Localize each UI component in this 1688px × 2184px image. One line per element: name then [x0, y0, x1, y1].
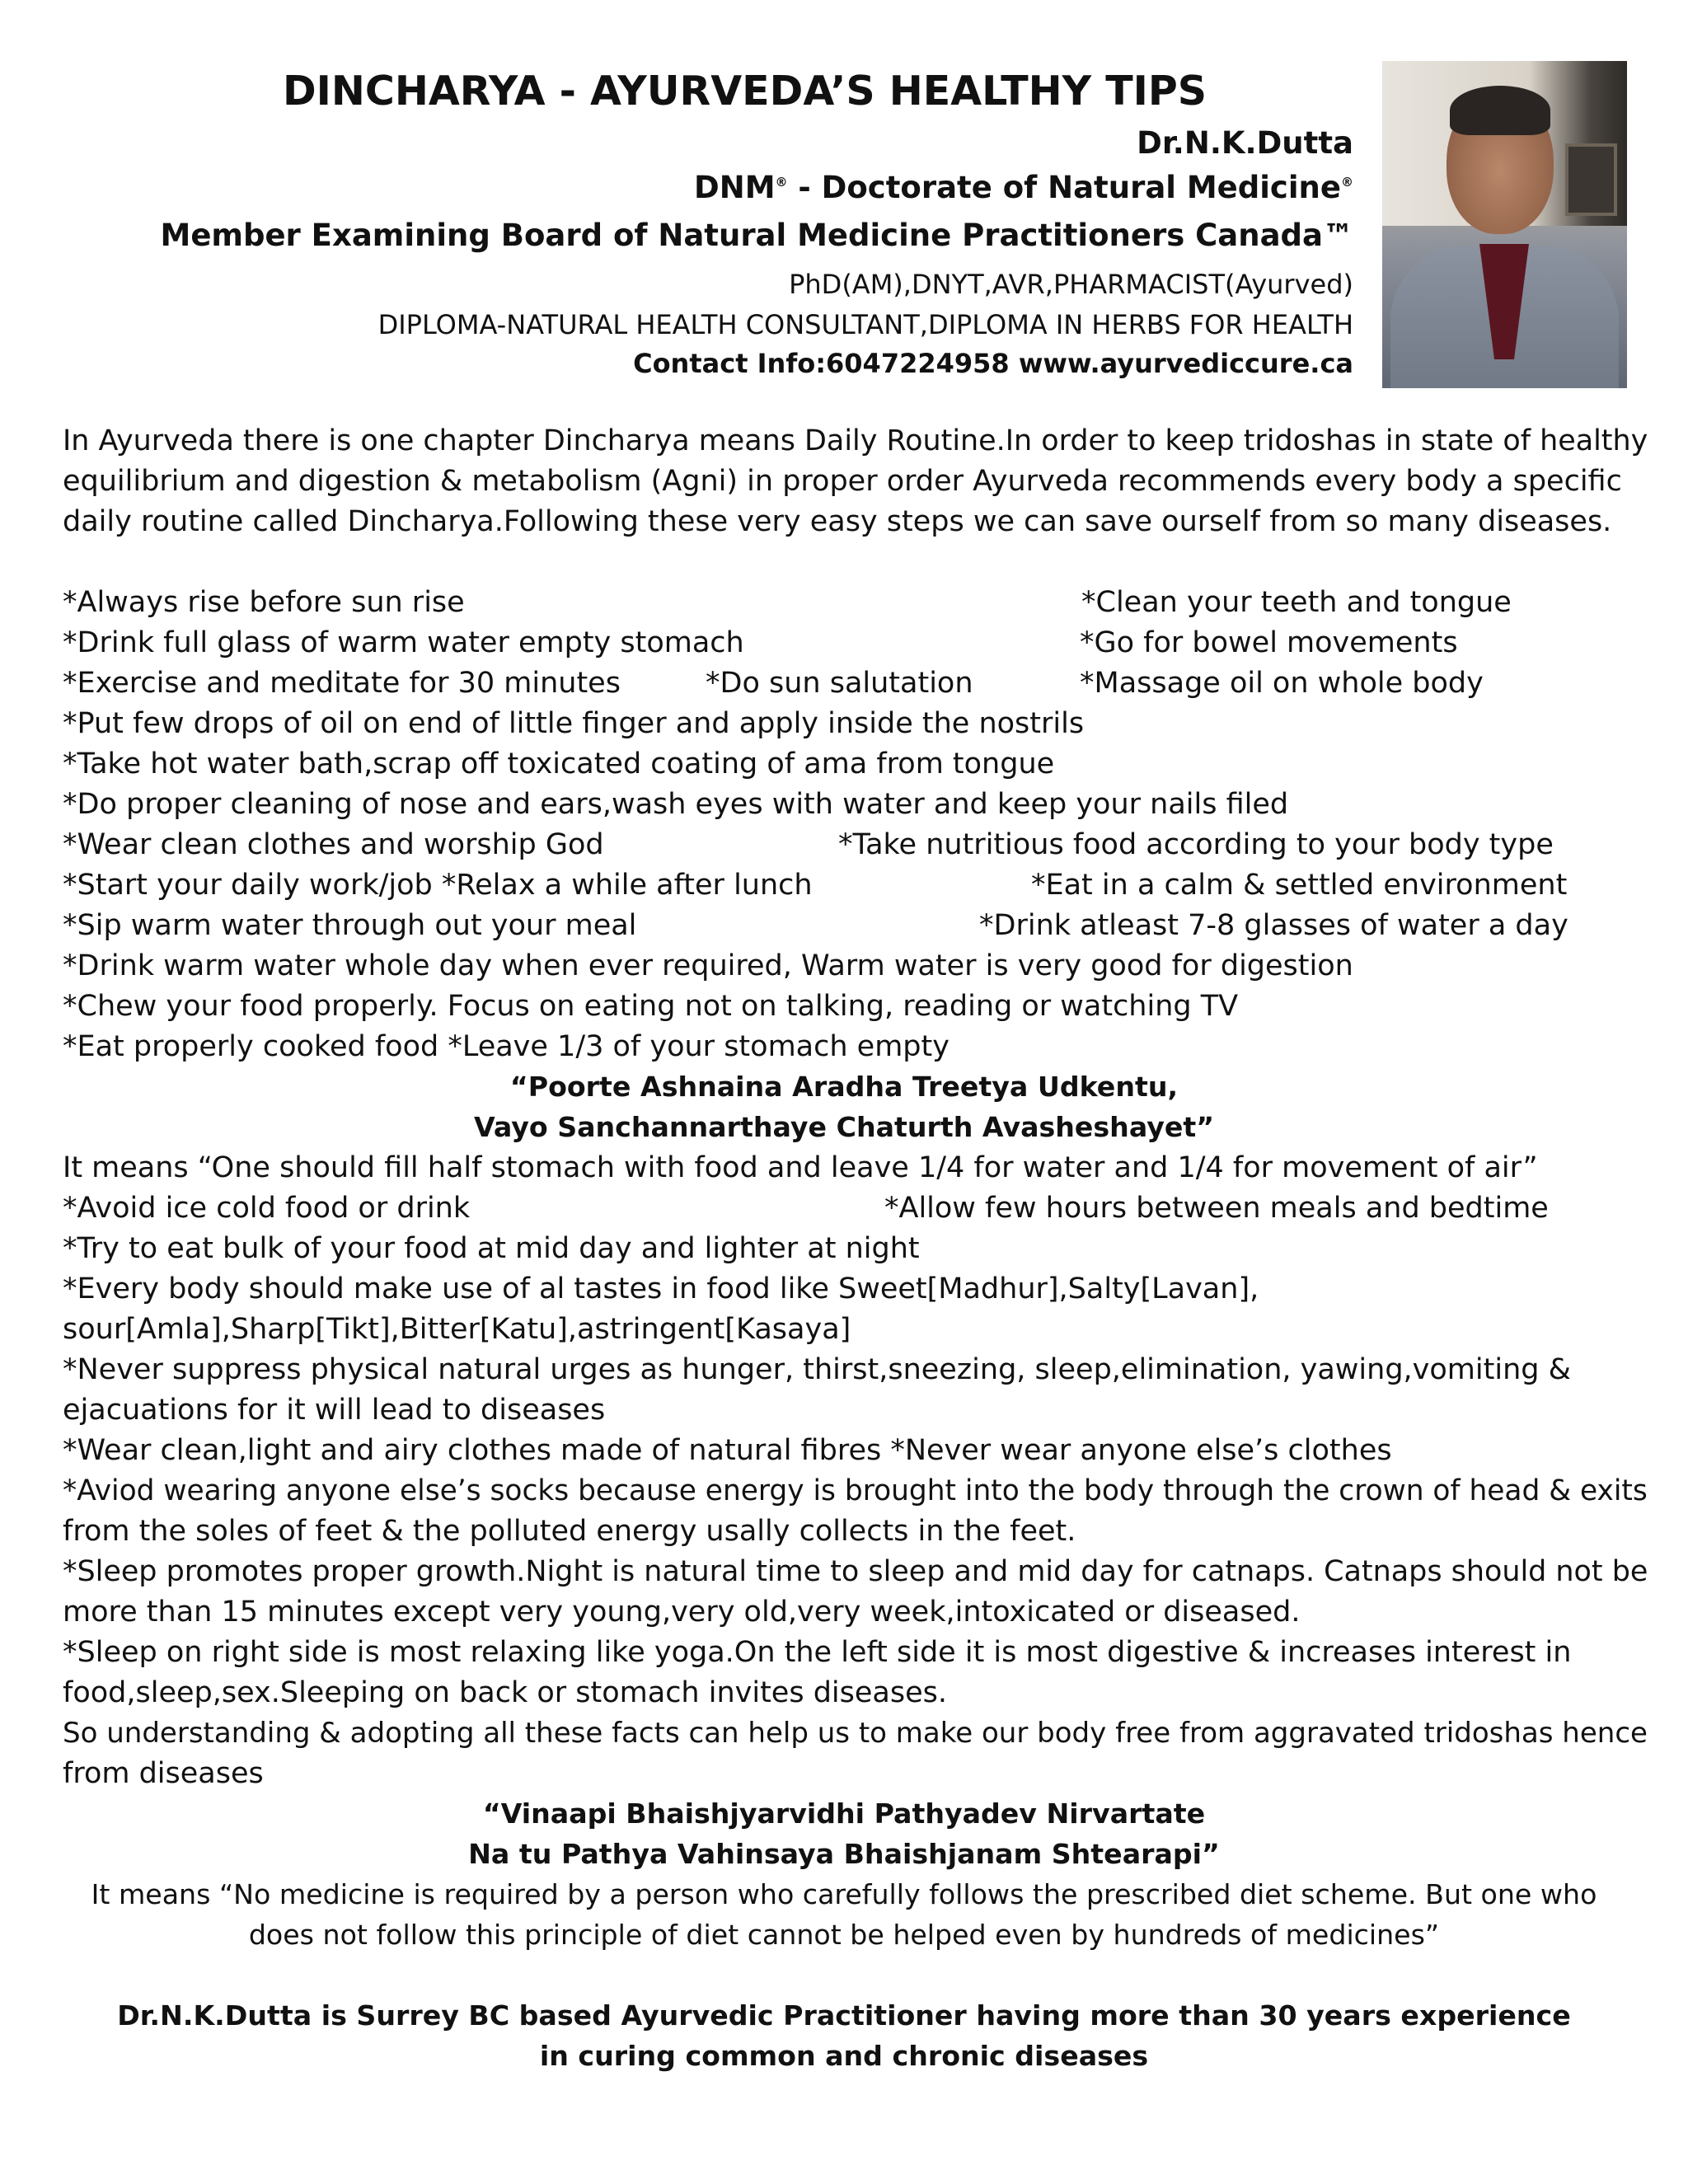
- tip-item: ejacuations for it will lead to diseases: [63, 1394, 606, 1427]
- summary-line: from diseases: [63, 1757, 264, 1790]
- intro-line: In Ayurveda there is one chapter Dincharya means Daily Routine.In order to keep tridoshas in state of healthy: [63, 424, 1648, 457]
- quote-meaning: does not follow this principle of diet cannot be helped even by hundreds of medicines”: [248, 1919, 1440, 1951]
- tip-item: *Every body should make use of al tastes in food like Sweet[Madhur],Salty[Lavan],: [63, 1272, 1259, 1305]
- tip-item: *Put few drops of oil on end of little finger and apply inside the nostrils: [63, 707, 1085, 740]
- tip-item: *Always rise before sun rise: [63, 586, 465, 619]
- tip-item: *Sip warm water through out your meal: [63, 909, 637, 942]
- tip-item: *Go for bowel movements: [1080, 626, 1458, 659]
- tip-item: *Wear clean,light and airy clothes made of natural fibres *Never wear anyone else’s clothes: [63, 1434, 1392, 1467]
- tip-item: *Try to eat bulk of your food at mid day and lighter at night: [63, 1232, 920, 1265]
- tip-item: *Chew your food properly. Focus on eating not on talking, reading or watching TV: [63, 990, 1239, 1023]
- sanskrit-quote-line: Vayo Sanchannarthaye Chaturth Avasheshayet”: [473, 1111, 1215, 1143]
- sanskrit-quote-line: “Vinaapi Bhaishjyarvidhi Pathyadev Nirvartate: [482, 1797, 1206, 1830]
- tip-item: *Sleep promotes proper growth.Night is natural time to sleep and mid day for catnaps. Catnaps should not be: [63, 1555, 1648, 1588]
- tip-item: *Wear clean clothes and worship God: [63, 828, 604, 861]
- page-title: DINCHARYA - AYURVEDA’S HEALTHY TIPS: [283, 68, 1207, 115]
- dnm-suffix: - Doctorate of Natural Medicine: [787, 170, 1341, 205]
- quote-meaning: It means “No medicine is required by a person who carefully follows the prescribed diet scheme. But one who: [91, 1878, 1597, 1910]
- tip-item: more than 15 minutes except very young,very old,very week,intoxicated or diseased.: [63, 1596, 1301, 1629]
- author-diplomas: DIPLOMA-NATURAL HEALTH CONSULTANT,DIPLOMA IN HERBS FOR HEALTH: [377, 309, 1353, 340]
- tip-item: *Allow few hours between meals and bedtime: [884, 1192, 1549, 1225]
- sanskrit-quote-line: “Poorte Ashnaina Aradha Treetya Udkentu,: [509, 1071, 1179, 1103]
- tip-item: *Do proper cleaning of nose and ears,wash eyes with water and keep your nails filed: [63, 788, 1289, 821]
- dnm-prefix: DNM: [694, 170, 776, 205]
- intro-line: daily routine called Dincharya.Following these very easy steps we can save ourself from so many diseases.: [63, 505, 1612, 538]
- tip-item: *Start your daily work/job *Relax a while after lunch: [63, 869, 813, 902]
- tip-item: *Do sun salutation: [706, 667, 973, 700]
- tip-item: *Massage oil on whole body: [1080, 667, 1484, 700]
- tip-item: *Eat properly cooked food *Leave 1/3 of your stomach empty: [63, 1030, 950, 1063]
- author-contact: Contact Info:6047224958 www.ayurvediccure.ca: [633, 348, 1353, 379]
- registered-mark-2: ®: [1341, 175, 1353, 190]
- tip-item: *Avoid ice cold food or drink: [63, 1192, 471, 1225]
- footer-line: Dr.N.K.Dutta is Surrey BC based Ayurvedic Practitioner having more than 30 years experience: [117, 1999, 1571, 2032]
- author-qualifications: PhD(AM),DNYT,AVR,PHARMACIST(Ayurved): [789, 269, 1353, 300]
- tip-item: *Clean your teeth and tongue: [1081, 586, 1512, 619]
- tip-item: *Aviod wearing anyone else’s socks because energy is brought into the body through the crown of head & exits: [63, 1474, 1648, 1507]
- tip-item: *Take hot water bath,scrap off toxicated coating of ama from tongue: [63, 748, 1055, 780]
- tip-item: *Drink warm water whole day when ever required, Warm water is very good for digestion: [63, 949, 1353, 982]
- tip-item: *Drink atleast 7-8 glasses of water a day: [979, 909, 1568, 942]
- tip-item: food,sleep,sex.Sleeping on back or stomach invites diseases.: [63, 1676, 947, 1709]
- tip-item: *Sleep on right side is most relaxing like yoga.On the left side it is most digestive & increases interest in: [63, 1636, 1572, 1669]
- tip-item: *Take nutritious food according to your body type: [838, 828, 1554, 861]
- sanskrit-quote-line: Na tu Pathya Vahinsaya Bhaishjanam Shtearapi”: [468, 1838, 1220, 1870]
- author-name: Dr.N.K.Dutta: [1137, 125, 1353, 161]
- footer-line: in curing common and chronic diseases: [539, 2040, 1149, 2072]
- author-photo: [1382, 61, 1627, 388]
- tip-item: *Never suppress physical natural urges as hunger, thirst,sneezing, sleep,elimination, yawing,vomiting &: [63, 1353, 1571, 1386]
- tip-item: sour[Amla],Sharp[Tikt],Bitter[Katu],astringent[Kasaya]: [63, 1313, 851, 1346]
- summary-line: So understanding & adopting all these facts can help us to make our body free from aggravated tridoshas hence: [63, 1717, 1648, 1750]
- tip-item: *Drink full glass of warm water empty stomach: [63, 626, 744, 659]
- author-degree: [694, 170, 1353, 205]
- tip-item: from the soles of feet & the polluted energy usally collects in the feet.: [63, 1515, 1076, 1548]
- tip-item: *Eat in a calm & settled environment: [1031, 869, 1568, 902]
- quote-meaning: It means “One should fill half stomach with food and leave 1/4 for water and 1/4 for movement of air”: [63, 1151, 1538, 1184]
- registered-mark: ®: [775, 175, 788, 190]
- tip-item: *Exercise and meditate for 30 minutes: [63, 667, 621, 700]
- author-membership: Member Examining Board of Natural Medicine Practitioners Canada™: [160, 218, 1353, 253]
- intro-line: equilibrium and digestion & metabolism (Agni) in proper order Ayurveda recommends every body a specific: [63, 465, 1622, 498]
